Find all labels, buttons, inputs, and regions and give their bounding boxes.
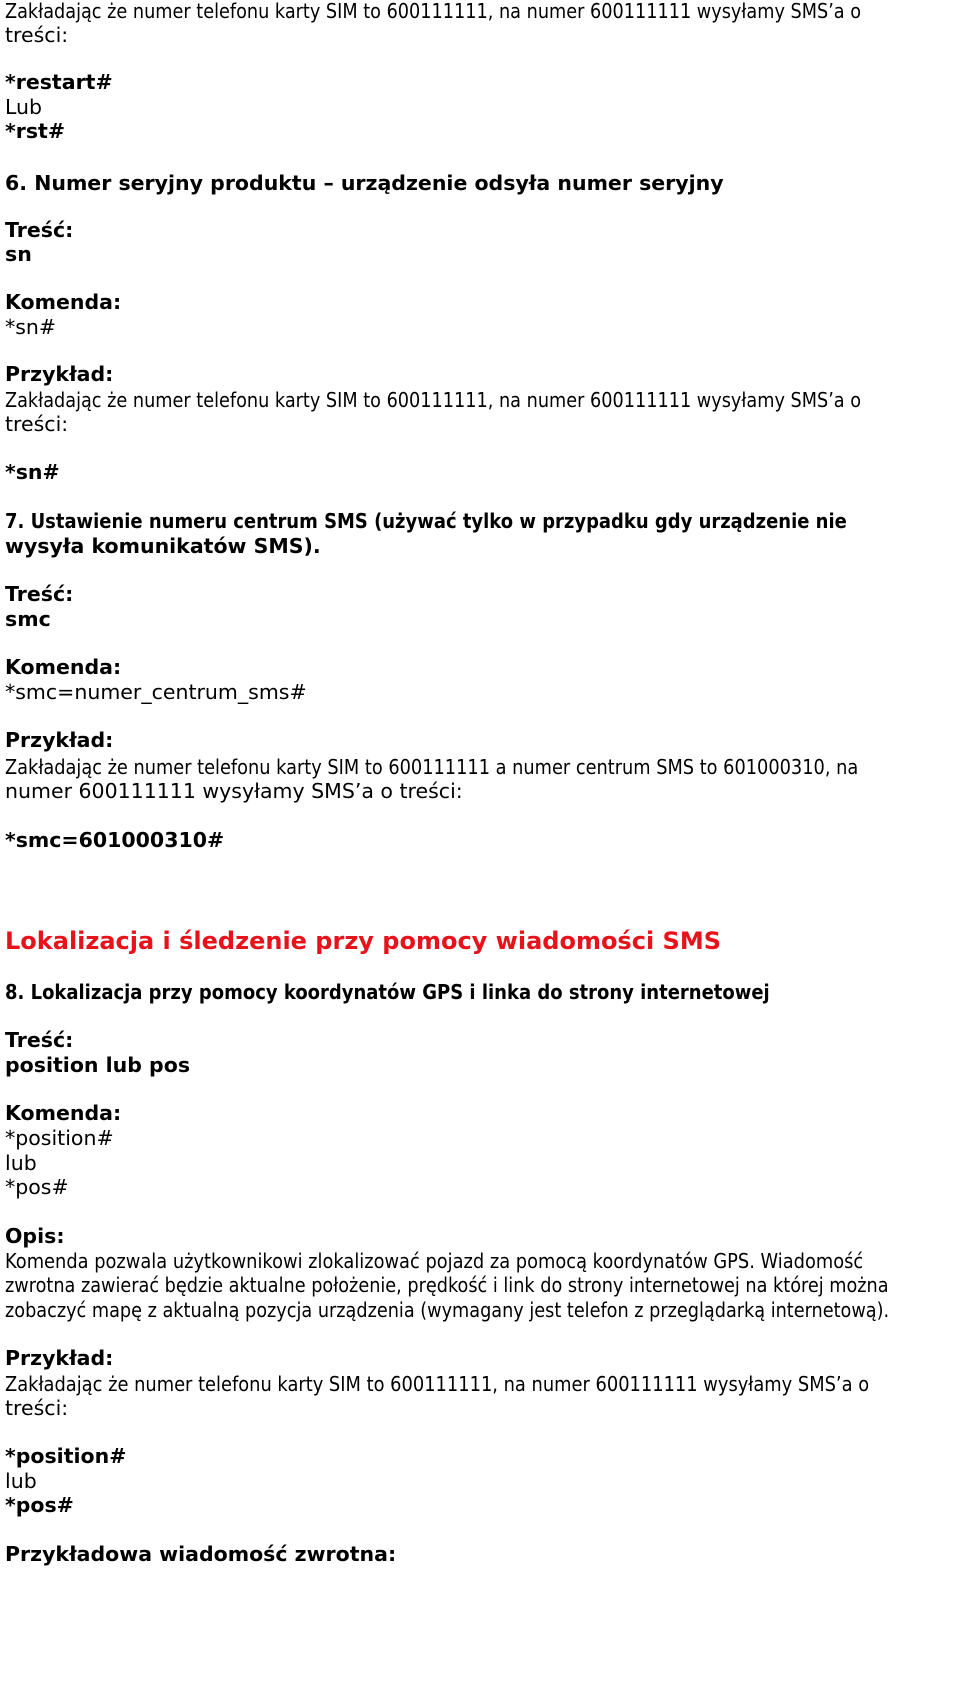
paragraph-line: zwrotna zawierać będzie aktualne położenie, prędkość i link do strony internetowej na której można [5, 1273, 889, 1297]
subheading: wysyła komunikatów SMS). [5, 534, 321, 558]
paragraph-line: Zakładając że numer telefonu karty SIM to 600111111, na numer 600111111 wysyłamy SMS’a o [5, 388, 862, 412]
paragraph-line: lub [5, 1469, 37, 1493]
field-label: Przykładowa wiadomość zwrotna: [5, 1542, 397, 1566]
paragraph-line: Zakładając że numer telefonu karty SIM to 600111111, na numer 600111111 wysyłamy SMS’a o [5, 0, 862, 23]
paragraph-line: lub [5, 1151, 37, 1175]
field-label: Komenda: [5, 290, 122, 314]
field-label: Przykład: [5, 362, 114, 386]
field-value: *position# [5, 1126, 114, 1150]
field-label: Treść: [5, 218, 74, 242]
field-value: sn [5, 242, 32, 266]
field-value: *smc=numer_centrum_sms# [5, 680, 307, 704]
field-label: Przykład: [5, 1346, 114, 1370]
field-label: Treść: [5, 582, 74, 606]
paragraph-line: treści: [5, 1396, 69, 1420]
command-text: *smc=601000310# [5, 828, 225, 852]
subheading: 8. Lokalizacja przy pomocy koordynatów GPS i linka do strony internetowej [5, 980, 770, 1004]
paragraph-line: zobaczyć mapę z aktualną pozycja urządzenia (wymagany jest telefon z przeglądarką internetową). [5, 1298, 890, 1322]
command-text: *position# [5, 1444, 127, 1468]
subheading: 6. Numer seryjny produktu – urządzenie odsyła numer seryjny [5, 171, 724, 195]
field-label: Przykład: [5, 728, 114, 752]
paragraph-line: Lub [5, 95, 43, 119]
field-value: *pos# [5, 1175, 69, 1199]
paragraph-line: Komenda pozwala użytkownikowi zlokalizować pojazd za pomocą koordynatów GPS. Wiadomość [5, 1249, 864, 1273]
section-heading: Lokalizacja i śledzenie przy pomocy wiadomości SMS [5, 927, 721, 955]
field-value: position lub pos [5, 1053, 191, 1077]
field-value: smc [5, 607, 51, 631]
paragraph-line: Zakładając że numer telefonu karty SIM to 600111111 a numer centrum SMS to 601000310, na [5, 755, 859, 779]
subheading: 7. Ustawienie numeru centrum SMS (używać tylko w przypadku gdy urządzenie nie [5, 509, 847, 533]
field-label: Komenda: [5, 1101, 122, 1125]
command-text: *pos# [5, 1493, 74, 1517]
paragraph-line: numer 600111111 wysyłamy SMS’a o treści: [5, 779, 463, 803]
paragraph-line: Zakładając że numer telefonu karty SIM to 600111111, na numer 600111111 wysyłamy SMS’a o [5, 1372, 870, 1396]
field-value: *sn# [5, 315, 57, 339]
field-label: Treść: [5, 1028, 74, 1052]
command-text: *restart# [5, 70, 113, 94]
paragraph-line: treści: [5, 23, 69, 47]
field-label: Opis: [5, 1224, 65, 1248]
paragraph-line: treści: [5, 412, 69, 436]
command-text: *sn# [5, 460, 60, 484]
command-text: *rst# [5, 119, 66, 143]
field-label: Komenda: [5, 655, 122, 679]
